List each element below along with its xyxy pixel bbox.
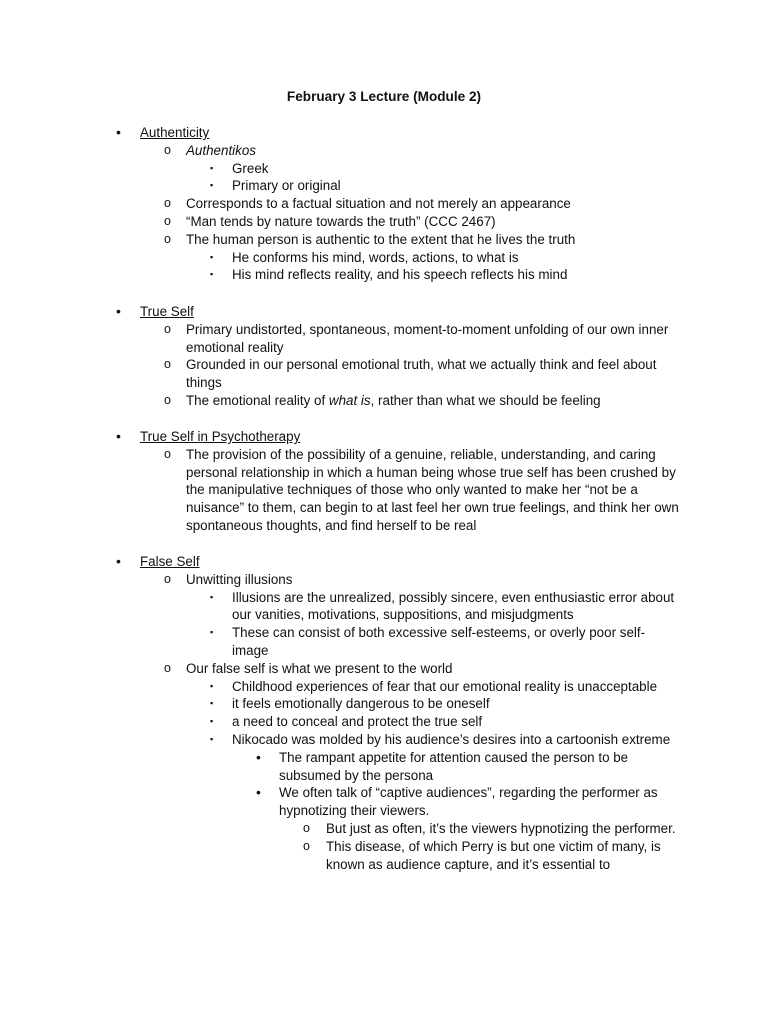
list-item	[0, 160, 768, 178]
circle-marker: o	[164, 357, 171, 372]
list-item-text: it feels emotionally dangerous to be oneself	[232, 696, 490, 712]
list-item-text: His mind reflects reality, and his speech reflects his mind	[232, 267, 568, 283]
list-item	[0, 195, 768, 213]
list-item	[0, 553, 768, 571]
section-heading: True Self	[140, 304, 194, 319]
square-marker: ▪	[210, 269, 214, 280]
list-item-text: a need to conceal and protect the true self	[232, 714, 483, 730]
list-item-text: “Man tends by nature towards the truth” (CCC 2467)	[186, 213, 496, 229]
circle-marker: o	[164, 392, 171, 407]
list-item-text: Corresponds to a factual situation and not merely an appearance	[186, 196, 571, 212]
list-item	[0, 784, 768, 820]
list-item-text: Primary or original	[232, 178, 341, 194]
square-marker: ▪	[210, 698, 214, 709]
bullet-marker: •	[116, 553, 121, 569]
text-run: The emotional reality of	[186, 392, 329, 408]
list-item-text: Greek	[232, 160, 269, 176]
list-item	[0, 820, 768, 838]
list-item	[0, 838, 768, 874]
bullet-marker: •	[256, 784, 261, 801]
list-item-text: He conforms his mind, words, actions, to what is	[232, 249, 519, 265]
list-item	[0, 446, 768, 535]
section-heading: False Self	[140, 554, 200, 569]
list-item	[0, 356, 768, 392]
square-marker: ▪	[210, 591, 214, 602]
list-item	[0, 213, 768, 231]
section-true-self	[0, 303, 768, 410]
text-run: , rather than what we should be feeling	[370, 392, 601, 408]
section-false-self	[0, 553, 768, 873]
square-marker: ▪	[210, 716, 214, 727]
page-title: February 3 Lecture (Module 2)	[286, 89, 482, 104]
square-marker: ▪	[210, 180, 214, 191]
list-item	[0, 571, 768, 589]
list-item-text: The rampant appetite for attention caused the person to be subsumed by the persona	[279, 749, 629, 783]
list-item	[0, 249, 768, 267]
circle-marker: o	[303, 820, 310, 835]
square-marker: ▪	[210, 627, 214, 638]
list-item	[0, 589, 768, 625]
list-item-text: The provision of the possibility of a genuine, reliable, understanding, and caring personal relationship in which a human being whose true self has been crushed by the manipulative techniques of those who only wanted to make her “not be a nuisance” to them, can begin to at last feel her own true feelings, and think her own spontaneous thoughts, and find herself to be real	[186, 446, 679, 533]
list-item-text: We often talk of “captive audiences”, regarding the performer as hypnotizing their viewers.	[279, 785, 658, 819]
list-item	[0, 660, 768, 678]
list-item-text: Illusions are the unrealized, possibly sincere, even enthusiastic error about our vanities, motivations, suppositions, and misjudgments	[232, 589, 675, 623]
list-item-text	[186, 392, 680, 410]
list-item-text: Childhood experiences of fear that our emotional reality is unacceptable	[232, 678, 658, 694]
list-item	[0, 142, 768, 160]
list-item-text: Our false self is what we present to the world	[186, 660, 453, 676]
list-item-text: Grounded in our personal emotional truth, what we actually think and feel about things	[186, 357, 657, 391]
list-item-text: Authentikos	[186, 142, 256, 158]
square-marker: ▪	[210, 733, 214, 744]
section-authenticity	[0, 124, 768, 284]
circle-marker: o	[164, 446, 171, 461]
list-item	[0, 392, 768, 410]
list-item-text: Unwitting illusions	[186, 571, 293, 587]
circle-marker: o	[164, 213, 171, 228]
list-item-text: The human person is authentic to the extent that he lives the truth	[186, 231, 576, 247]
bullet-marker: •	[116, 428, 121, 444]
circle-marker: o	[164, 142, 171, 157]
section-heading: True Self in Psychotherapy	[140, 429, 301, 444]
square-marker: ▪	[210, 251, 214, 262]
list-item	[0, 428, 768, 446]
list-item	[0, 124, 768, 142]
section-psychotherapy	[0, 428, 768, 535]
list-item	[0, 695, 768, 713]
list-item-text: But just as often, it’s the viewers hypnotizing the performer.	[326, 820, 676, 836]
list-item-text: These can consist of both excessive self-esteems, or overly poor self-image	[232, 625, 646, 658]
square-marker: ▪	[210, 162, 214, 173]
list-item	[0, 749, 768, 785]
circle-marker: o	[164, 196, 171, 211]
italic-text-run: what is	[328, 392, 371, 408]
circle-marker: o	[164, 231, 171, 246]
list-item	[0, 731, 768, 749]
circle-marker: o	[303, 838, 310, 853]
list-item-text: Primary undistorted, spontaneous, moment-to-moment unfolding of our own inner emotional reality	[186, 321, 669, 355]
bullet-marker: •	[116, 303, 121, 319]
list-item	[0, 624, 768, 660]
list-item	[0, 177, 768, 195]
square-marker: ▪	[210, 680, 214, 691]
list-item	[0, 231, 768, 249]
list-item	[0, 713, 768, 731]
list-item	[0, 678, 768, 696]
list-item-text: This disease, of which Perry is but one victim of many, is known as audience capture, and it’s essential to	[326, 838, 661, 872]
list-item	[0, 321, 768, 357]
list-item	[0, 303, 768, 321]
list-item	[0, 266, 768, 284]
circle-marker: o	[164, 571, 171, 586]
section-heading: Authenticity	[140, 125, 210, 140]
bullet-marker: •	[256, 748, 261, 765]
circle-marker: o	[164, 660, 171, 675]
bullet-marker: •	[116, 124, 121, 140]
circle-marker: o	[164, 321, 171, 336]
list-item-text: Nikocado was molded by his audience’s desires into a cartoonish extreme	[232, 731, 671, 747]
